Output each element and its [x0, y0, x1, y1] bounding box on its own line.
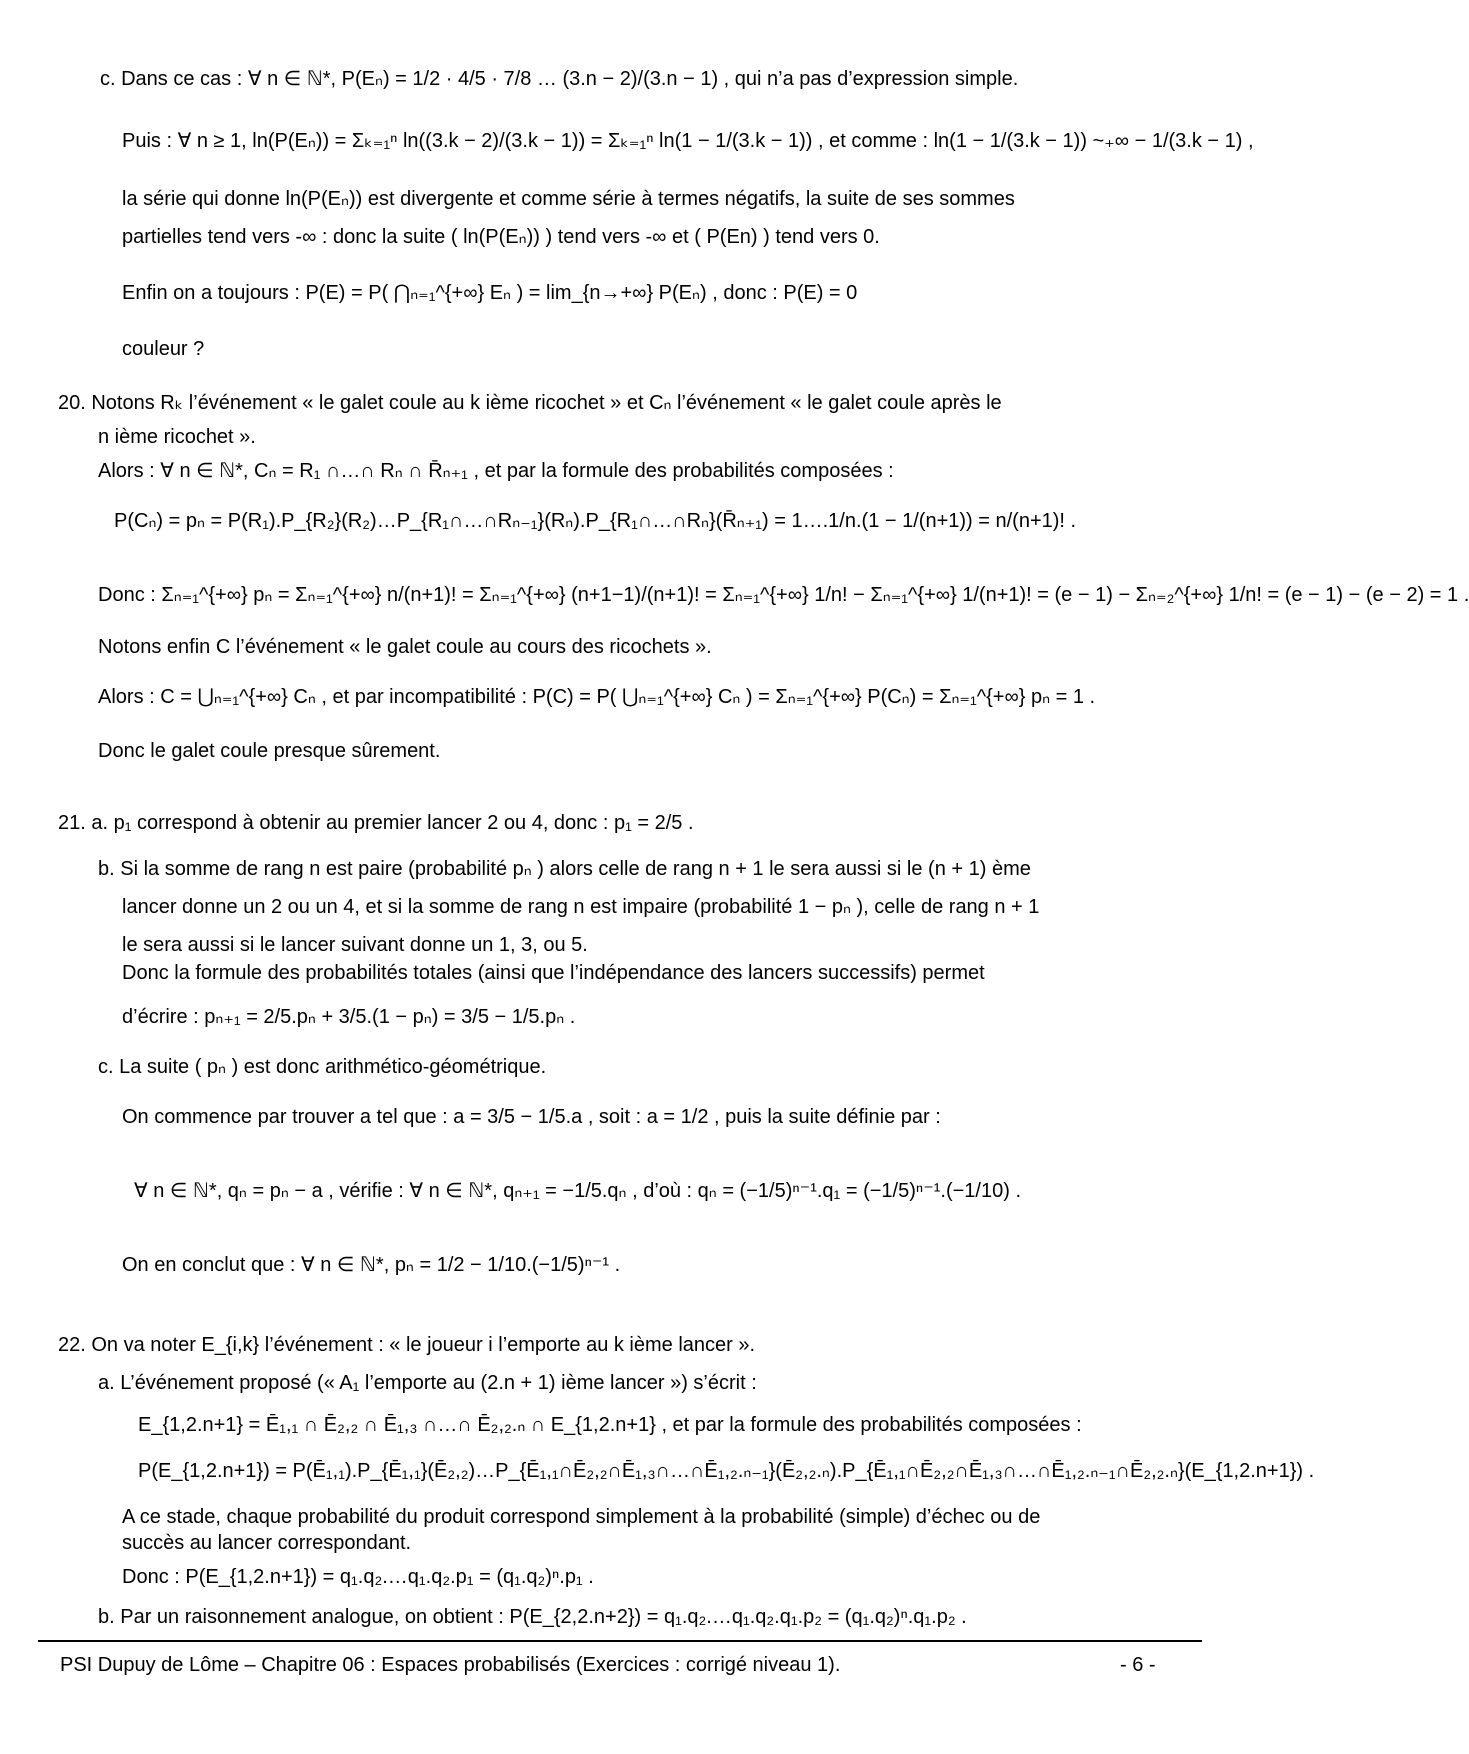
text-line: P(E_{1,2.n+1}) = P(Ē₁,₁).P_{Ē₁,₁}(Ē₂,₂)…P_{Ē₁,₁∩Ē₂,₂∩Ē₁,₃∩…∩Ē₁,₂.ₙ₋₁}(Ē₂,₂.ₙ).P_{Ē₁,₁∩Ē₂,₂∩Ē₁,₃∩…∩Ē₁,₂.ₙ₋₁∩Ē₂,₂.ₙ}(E_{1,2.n+1}) .: [138, 1460, 1315, 1482]
footer-title: PSI Dupuy de Lôme – Chapitre 06 : Espaces probabilisés (Exercices : corrigé niveau 1).: [60, 1654, 841, 1676]
text-line: Donc : P(E_{1,2.n+1}) = q₁.q₂.…q₁.q₂.p₁ = (q₁.q₂)ⁿ.p₁ .: [122, 1566, 594, 1588]
text-line: A ce stade, chaque probabilité du produit correspond simplement à la probabilité (simple) d’échec ou de: [122, 1506, 1041, 1528]
text-line: P(Cₙ) = pₙ = P(R₁).P_{R₂}(R₂)…P_{R₁∩…∩Rₙ₋₁}(Rₙ).P_{R₁∩…∩Rₙ}(R̄ₙ₊₁) = 1….1/n.(1 − 1/(n+1)) = n/(n+1)! .: [114, 510, 1077, 532]
text-line: Alors : ∀ n ∈ ℕ*, Cₙ = R₁ ∩…∩ Rₙ ∩ R̄ₙ₊₁ , et par la formule des probabilités composées :: [98, 460, 894, 482]
text-line: n ième ricochet ».: [98, 426, 256, 448]
text-line: Donc le galet coule presque sûrement.: [98, 740, 441, 762]
text-line: On en conclut que : ∀ n ∈ ℕ*, pₙ = 1/2 − 1/10.(−1/5)ⁿ⁻¹ .: [122, 1254, 621, 1276]
text-line: Puis : ∀ n ≥ 1, ln(P(Eₙ)) = Σₖ₌₁ⁿ ln((3.k − 2)/(3.k − 1)) = Σₖ₌₁ⁿ ln(1 − 1/(3.k − 1)) , et comme : ln(1 − 1/(3.k − 1)) ~₊∞ − 1/(3.k − 1) ,: [122, 130, 1254, 152]
text-line: b. Par un raisonnement analogue, on obtient : P(E_{2,2.n+2}) = q₁.q₂.…q₁.q₂.q₁.p₂ = (q₁.q₂)ⁿ.q₁.p₂ .: [98, 1606, 967, 1628]
text-line: Enfin on a toujours : P(E) = P( ⋂ₙ₌₁^{+∞} Eₙ ) = lim_{n→+∞} P(Eₙ) , donc : P(E) = 0: [122, 282, 858, 304]
text-line: 20. Notons Rₖ l’événement « le galet coule au k ième ricochet » et Cₙ l’événement « le galet coule après le: [58, 392, 1002, 414]
text-line: le sera aussi si le lancer suivant donne un 1, 3, ou 5.: [122, 934, 588, 956]
text-line: 22. On va noter E_{i,k} l’événement : « le joueur i l’emporte au k ième lancer ».: [58, 1334, 756, 1356]
text-line: E_{1,2.n+1} = Ē₁,₁ ∩ Ē₂,₂ ∩ Ē₁,₃ ∩…∩ Ē₂,₂.ₙ ∩ E_{1,2.n+1} , et par la formule des probabilités composées :: [138, 1414, 1082, 1436]
text-line: lancer donne un 2 ou un 4, et si la somme de rang n est impaire (probabilité 1 − pₙ ), celle de rang n + 1: [122, 896, 1040, 918]
text-line: d’écrire : pₙ₊₁ = 2/5.pₙ + 3/5.(1 − pₙ) = 3/5 − 1/5.pₙ .: [122, 1006, 576, 1028]
text-line: partielles tend vers -∞ : donc la suite ( ln(P(Eₙ)) ) tend vers -∞ et ( P(En) ) tend vers 0.: [122, 226, 880, 248]
text-line: a. L’événement proposé (« A₁ l’emporte au (2.n + 1) ième lancer ») s’écrit :: [98, 1372, 757, 1394]
text-line: c. Dans ce cas : ∀ n ∈ ℕ*, P(Eₙ) = 1/2 · 4/5 · 7/8 … (3.n − 2)/(3.n − 1) , qui n’a pas d’expression simple.: [100, 68, 1019, 90]
text-line: ∀ n ∈ ℕ*, qₙ = pₙ − a , vérifie : ∀ n ∈ ℕ*, qₙ₊₁ = −1/5.qₙ , d’où : qₙ = (−1/5)ⁿ⁻¹.q₁ = (−1/5)ⁿ⁻¹.(−1/10) .: [134, 1180, 1022, 1202]
text-line: couleur ?: [122, 338, 205, 360]
text-line: c. La suite ( pₙ ) est donc arithmético-géométrique.: [98, 1056, 547, 1078]
footer-page-number: - 6 -: [1120, 1654, 1156, 1676]
text-line: succès au lancer correspondant.: [122, 1532, 412, 1554]
text-line: 21. a. p₁ correspond à obtenir au premier lancer 2 ou 4, donc : p₁ = 2/5 .: [58, 812, 694, 834]
text-line: Notons enfin C l’événement « le galet coule au cours des ricochets ».: [98, 636, 712, 658]
text-line: On commence par trouver a tel que : a = 3/5 − 1/5.a , soit : a = 1/2 , puis la suite définie par :: [122, 1106, 941, 1128]
footer-rule: [38, 1640, 1202, 1642]
text-line: la série qui donne ln(P(Eₙ)) est divergente et comme série à termes négatifs, la suite de ses sommes: [122, 188, 1015, 210]
text-line: b. Si la somme de rang n est paire (probabilité pₙ ) alors celle de rang n + 1 le sera aussi si le (n + 1) ème: [98, 858, 1031, 880]
text-line: Donc la formule des probabilités totales (ainsi que l’indépendance des lancers successifs) permet: [122, 962, 985, 984]
text-line: Alors : C = ⋃ₙ₌₁^{+∞} Cₙ , et par incompatibilité : P(C) = P( ⋃ₙ₌₁^{+∞} Cₙ ) = Σₙ₌₁^{+∞} P(Cₙ) = Σₙ₌₁^{+∞} pₙ = 1 .: [98, 686, 1096, 708]
text-line: Donc : Σₙ₌₁^{+∞} pₙ = Σₙ₌₁^{+∞} n/(n+1)! = Σₙ₌₁^{+∞} (n+1−1)/(n+1)! = Σₙ₌₁^{+∞} 1/n! − Σₙ₌₁^{+∞} 1/(n+1)! = (e − 1) − Σₙ₌₂^{+∞} 1/n! = (e − 1) − (e − 2) = 1 .: [98, 584, 1469, 606]
